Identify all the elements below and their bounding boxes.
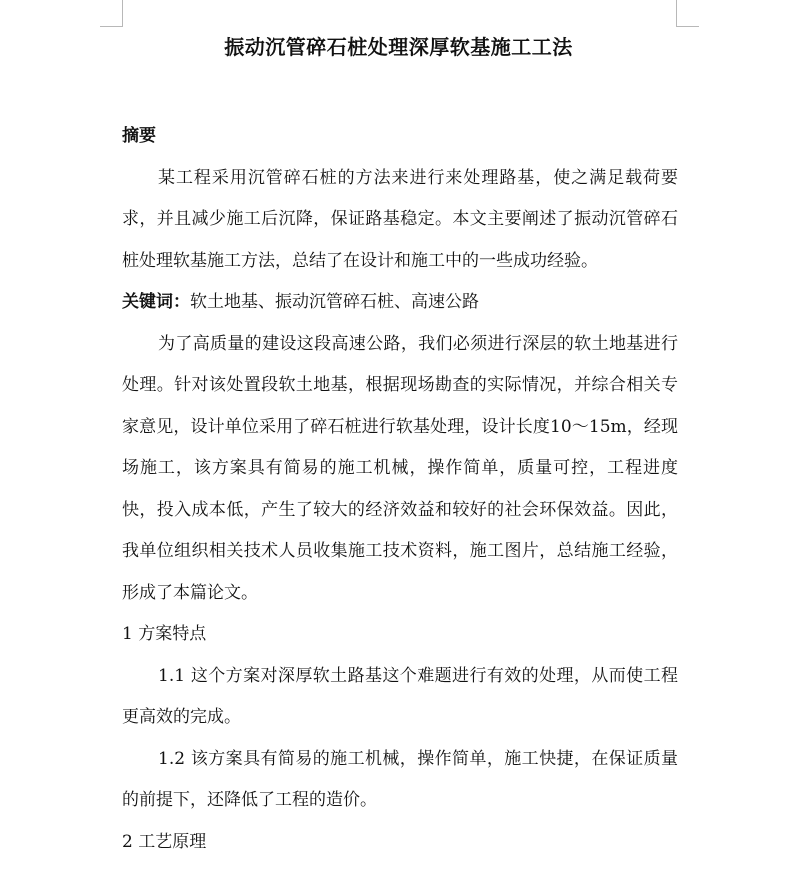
point-1-2-paragraph: 1.2 该方案具有简易的施工机械，操作简单，施工快捷，在保证质量的前提下，还降低了工程的造价。 [122, 748, 678, 810]
point-1-1-paragraph: 1.1 这个方案对深厚软土路基这个难题进行有效的处理，从而使工程更高效的完成。 [122, 665, 678, 727]
keywords-label: 关键词： [122, 292, 190, 312]
document-body [122, 116, 678, 863]
intro-paragraph: 为了高质量的建设这段高速公路，我们必须进行深层的软土地基进行处理。针对该处置段软土地基，根据现场勘查的实际情况，并综合相关专家意见，设计单位采用了碎石桩进行软基处理，设计长度10～15m，经现场施工，该方案具有简易的施工机械，操作简单，质量可控，工程进度快，投入成本低，产生了较大的经济效益和较好的社会环保效益。因此，我单位组织相关技术人员收集施工技术资料，施工图片，总结施工经验，形成了本篇论文。 [122, 333, 678, 603]
section-2-heading: 2 工艺原理 [122, 831, 207, 852]
abstract-paragraph: 某工程采用沉管碎石桩的方法来进行来处理路基，使之满足载荷要求，并且减少施工后沉降，保证路基稳定。本文主要阐述了振动沉管碎石桩处理软基施工方法，总结了在设计和施工中的一些成功经验。 [122, 167, 678, 271]
crop-mark-top-left [100, 0, 123, 27]
document-title: 振动沉管碎石桩处理深厚软基施工工法 [224, 35, 573, 59]
crop-mark-top-right [676, 0, 699, 27]
section-1-heading: 1 方案特点 [122, 624, 207, 644]
keywords-line [122, 282, 678, 324]
keywords-text: 软土地基、振动沉管碎石桩、高速公路 [190, 292, 479, 312]
abstract-heading: 摘要 [122, 126, 156, 146]
